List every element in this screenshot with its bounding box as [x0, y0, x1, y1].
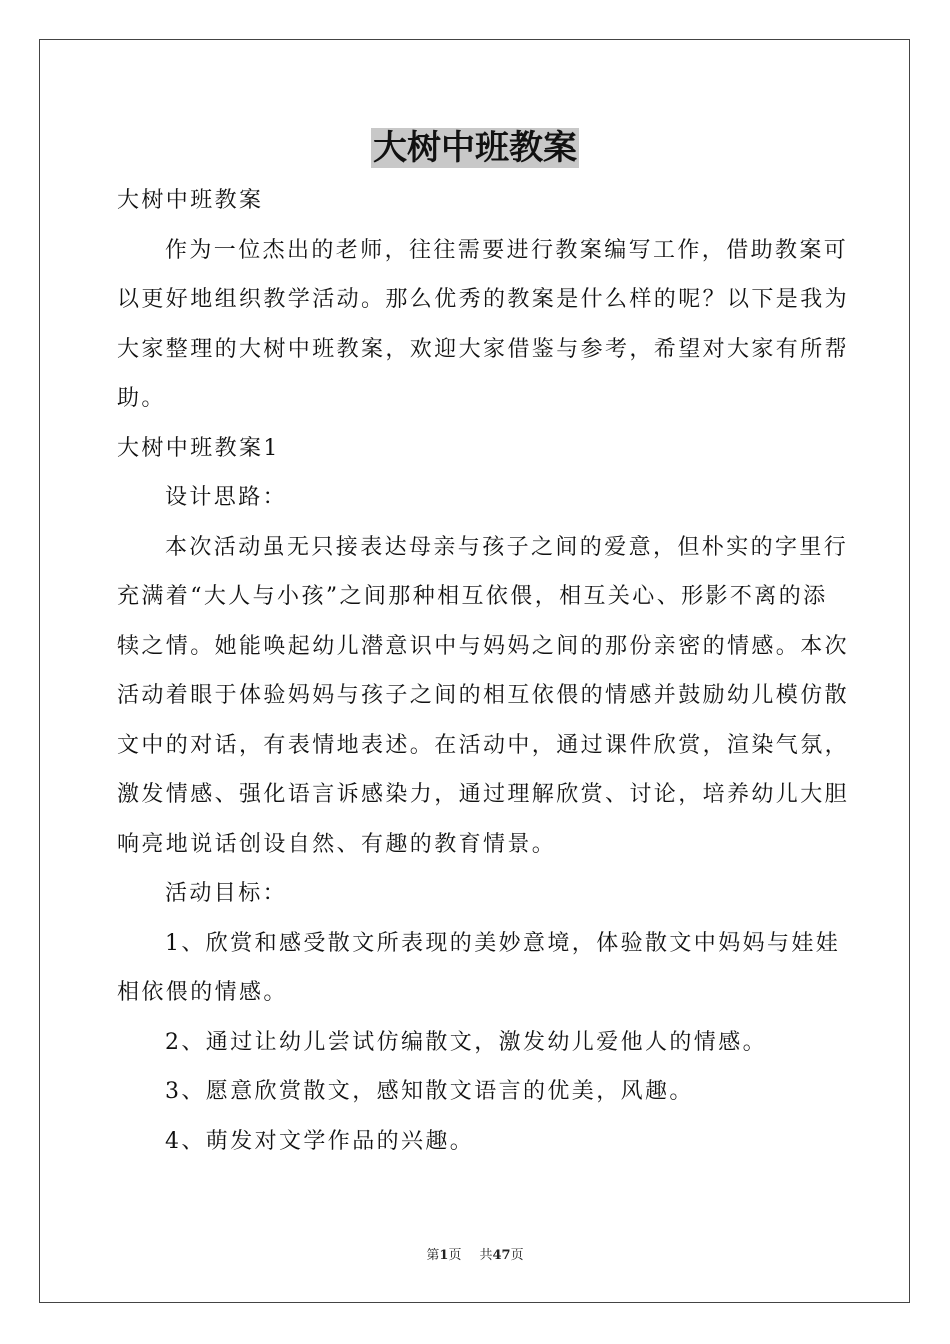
text-line: 犊之情。她能唤起幼儿潜意识中与妈妈之间的那份亲密的情感。本次 — [117, 633, 850, 659]
page-suffix: 页 — [448, 1248, 462, 1263]
text-line: 助。 — [117, 386, 166, 411]
text-line: 2、通过让幼儿尝试仿编散文，激发幼儿爱他人的情感。 — [165, 1029, 767, 1055]
document-body — [117, 176, 850, 1166]
page-footer — [0, 1246, 950, 1266]
text-line: 相依偎的情感。 — [117, 980, 288, 1005]
total-suffix: 页 — [510, 1248, 524, 1263]
text-line: 文中的对话，有表情地表述。在活动中，通过课件欣赏，渲染气氛， — [117, 732, 850, 758]
text-line: 作为一位杰出的老师，往往需要进行教案编写工作，借助教案可 — [165, 237, 849, 263]
page-number: 1 — [439, 1248, 449, 1263]
text-line: 1、欣赏和感受散文所表现的美妙意境，体验散文中妈妈与娃娃 — [165, 930, 841, 956]
text-line: 4、萌发对文学作品的兴趣。 — [165, 1128, 475, 1154]
text-line: 大树中班教案 — [117, 188, 264, 213]
text-line: 3、愿意欣赏散文，感知散文语言的优美，风趣。 — [165, 1079, 694, 1104]
total-pages: 47 — [492, 1248, 511, 1263]
text-line: 大家整理的大树中班教案，欢迎大家借鉴与参考，希望对大家有所帮 — [117, 336, 850, 362]
text-line: 活动着眼于体验妈妈与孩子之间的相互依偎的情感并鼓励幼儿模仿散 — [117, 683, 850, 708]
text-line: 激发情感、强化语言诉感染力，通过理解欣赏、讨论，培养幼儿大胆 — [117, 782, 850, 807]
page-prefix: 第 — [426, 1248, 440, 1263]
document-title — [0, 122, 950, 174]
document-title-text: 大树中班教案 — [373, 128, 577, 168]
text-line: 响亮地说话创设自然、有趣的教育情景。 — [117, 831, 557, 857]
total-prefix: 共 — [479, 1248, 493, 1263]
text-line: 以更好地组织教学活动。那么优秀的教案是什么样的呢？以下是我为 — [117, 287, 850, 312]
text-line: 大树中班教案1 — [117, 435, 280, 461]
text-line: 设计思路： — [165, 485, 288, 510]
text-line: 活动目标： — [165, 881, 288, 906]
text-line: 充满着“大人与小孩”之间那种相互依偎，相互关心、形影不离的添 — [117, 584, 828, 609]
text-line: 本次活动虽无只接表达母亲与孩子之间的爱意，但朴实的字里行 — [165, 534, 849, 560]
